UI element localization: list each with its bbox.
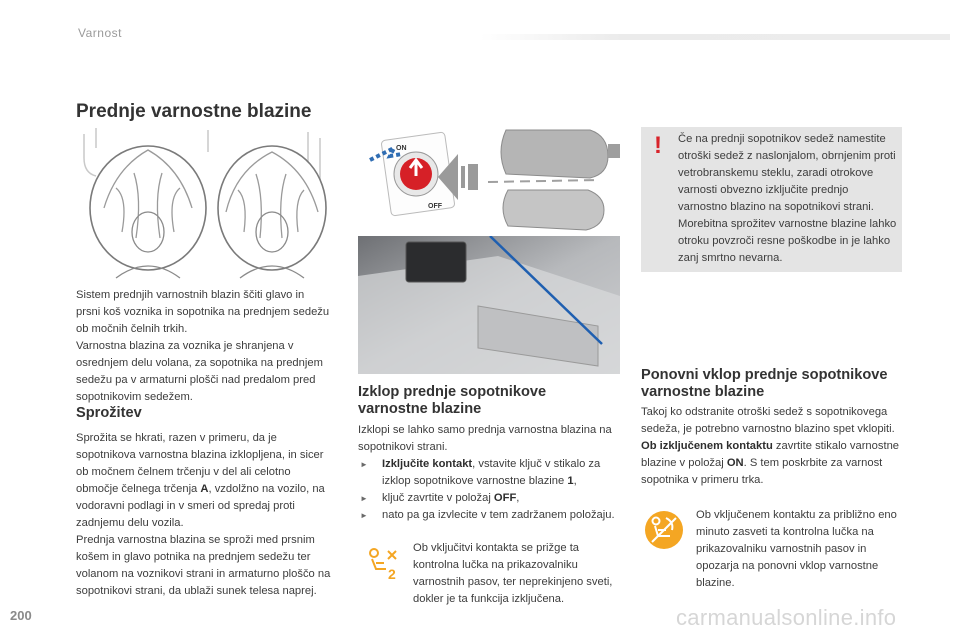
trigger-paragraph-1: Sprožita se hkrati, razen v primeru, da je sopotnikova varnostna blazina izklopljena, in sicer ob močnem čelnem trčenju v del ali celotno območje čelnega trčenja A, vzdolžno na vozilo, na vodoravni podlagi in v smeri od spredaj proti zadnjemu delu vozila. (76, 432, 325, 529)
airbag-on-indicator-icon (644, 510, 684, 550)
airbag-off-indicator-icon (364, 545, 400, 581)
header-bar (480, 34, 950, 40)
intro-paragraph-2: Varnostna blazina za voznika je shranjena v osrednjem delu volana, za sopotnika na prednjem sedežu pa v armaturni plošči nad predalom pred sopotnikovim sedežem. (76, 340, 323, 403)
svg-text:2: 2 (388, 566, 396, 581)
deactivate-intro: Izklopi se lahko samo prednja varnostna blazina na sopotnikovi strani. (358, 424, 612, 453)
passenger-airbag-icon (218, 146, 326, 278)
trigger-text (76, 430, 331, 600)
deactivate-heading: Izklop prednje sopotnikove varnostne blazine (358, 384, 547, 417)
deactivate-step-2: ► ključ zavrtite v položaj OFF, (358, 490, 620, 507)
trigger-paragraph-2: Prednja varnostna blazina se sproži med prsnim košem in glavo potnika na prednjem sedežu ter volanom na voznikovi strani in armaturno ploščo na sopotnikovi strani, da ublaži sunek telesa naprej. (76, 534, 331, 597)
deactivate-step-3: ► nato pa ga izvlecite v tem zadržanem položaju. (358, 507, 620, 524)
reactivate-heading: Ponovni vklop prednje sopotnikove varnostne blazine (641, 367, 888, 400)
reactivate-note: Ob vključenem kontaktu za približno eno minuto zasveti ta kontrolna lučka na prikazovalniku varnostnih pasov in opozarja na ponovni vklop varnostne blazine. (696, 509, 897, 589)
key-switch-illustration (358, 126, 620, 238)
deactivate-note: Ob vključitvi kontakta se prižge ta kontrolna lučka na prikazovalniku varnostnih pasov, ter neprekinjeno sveti, dokler je ta funkcija izključena. (413, 542, 613, 605)
watermark: carmanualsonline.info (676, 605, 897, 630)
reactivate-text: Takoj ko odstranite otroški sedež s sopotnikovega sedeža, je potrebno varnostno blazino spet vklopiti. Ob izključenem kontaktu zavrtite stikalo varnostne blazine v položaj ON. S tem poskrbite za varnost sopotnika v primeru trka. (641, 406, 900, 486)
intro-text (76, 287, 331, 406)
key-icon (488, 130, 620, 230)
intro-paragraph-1: Sistem prednjih varnostnih blazin ščiti glavo in prsni koš voznika in sopotnika na prednjem sedežu ob močnih čelnih trkih. (76, 289, 330, 335)
deactivate-step-1: ► Izključite kontakt, vstavite ključ v stikalo za izklop sopotnikove varnostne blazine 1, (358, 456, 620, 490)
page-title: Prednje varnostne blazine (76, 101, 312, 122)
trigger-heading: Sprožitev (76, 405, 142, 421)
driver-airbag-icon (90, 146, 206, 278)
page-number: 200 (10, 608, 32, 623)
dashboard-photo (358, 236, 620, 374)
warning-icon: ! (654, 132, 662, 159)
warning-paragraph-2: Morebitna sprožitev varnostne blazine lahko otroku povzroči resne poškodbe in je lahko zanj smrtno nevarna. (678, 218, 897, 264)
warning-paragraph-1: Če na prednji sopotnikov sedež namestite otroški sedež z naslonjalom, obrnjenim proti vetrobranskemu steklu, zaradi otrokove varnosti obvezno izključite prednjo varnostno blazino na sopotnikovi strani. (678, 133, 896, 213)
section-label: Varnost (78, 26, 122, 40)
warning-text (678, 131, 898, 267)
svg-text:OFF: OFF (428, 203, 442, 210)
deactivate-text (358, 422, 620, 524)
svg-text:ON: ON (396, 145, 407, 152)
deactivate-steps (358, 456, 620, 524)
airbag-illustration (76, 128, 328, 283)
